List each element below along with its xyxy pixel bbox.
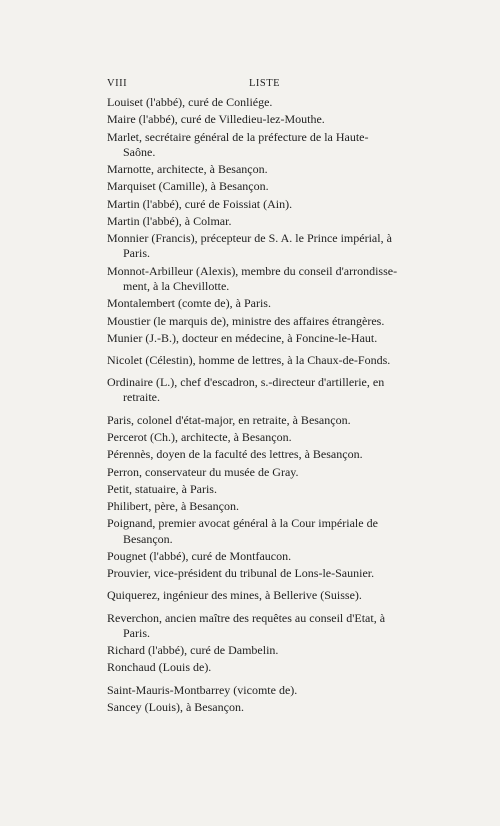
entry-text: Poignand, premier avocat général à la Cour impériale de bbox=[107, 516, 378, 531]
entry-text: Martin (l'abbé), à Colmar. bbox=[107, 213, 232, 228]
list-item bbox=[107, 643, 423, 658]
entry-text: Ordinaire (L.), chef d'escadron, s.-directeur d'artillerie, en bbox=[107, 375, 385, 390]
list-item bbox=[107, 112, 423, 127]
entry-text: Montalembert (comte de), à Paris. bbox=[107, 296, 271, 311]
entry-continuation: retraite. bbox=[123, 390, 160, 405]
entry-text: Prouvier, vice-président du tribunal de Lons-le-Saunier. bbox=[107, 566, 375, 581]
list-item bbox=[107, 95, 423, 110]
entry-text: Marnotte, architecte, à Besançon. bbox=[107, 162, 268, 177]
entry-continuation: Besançon. bbox=[123, 531, 173, 546]
list-item bbox=[107, 447, 423, 462]
entry-text: Richard (l'abbé), curé de Dambelin. bbox=[107, 643, 279, 658]
page-number: VIII bbox=[107, 78, 128, 89]
entry-text: Quiquerez, ingénieur des mines, à Bellerive (Suisse). bbox=[107, 588, 362, 603]
list-item bbox=[107, 296, 423, 311]
entry-text: Munier (J.-B.), docteur en médecine, à Foncine-le-Haut. bbox=[107, 330, 378, 345]
entry-text: Sancey (Louis), à Besançon. bbox=[107, 699, 244, 714]
entry-text: Pougnet (l'abbé), curé de Montfaucon. bbox=[107, 548, 292, 563]
page-header bbox=[107, 78, 419, 92]
list-item bbox=[107, 430, 423, 445]
list-item bbox=[107, 179, 423, 194]
running-title: LISTE bbox=[249, 78, 281, 89]
entry-text: Nicolet (Célestin), homme de lettres, à la Chaux-de-Fonds. bbox=[107, 353, 391, 368]
list-item bbox=[107, 375, 423, 405]
entry-text: Ronchaud (Louis de). bbox=[107, 660, 212, 675]
list-item bbox=[107, 683, 423, 698]
list-item bbox=[107, 700, 423, 715]
list-item bbox=[107, 413, 423, 428]
entry-text: Percerot (Ch.), architecte, à Besançon. bbox=[107, 429, 292, 444]
entry-text: Marquiset (Camille), à Besançon. bbox=[107, 179, 269, 194]
entry-text: Perron, conservateur du musée de Gray. bbox=[107, 464, 299, 479]
list-item bbox=[107, 331, 423, 346]
list-item bbox=[107, 162, 423, 177]
entry-text: Maire (l'abbé), curé de Villedieu-lez-Mouthe. bbox=[107, 112, 325, 127]
entry-text: Marlet, secrétaire général de la préfecture de la Haute- bbox=[107, 129, 369, 144]
entry-text: Martin (l'abbé), curé de Foissiat (Ain). bbox=[107, 196, 293, 211]
list-item bbox=[107, 611, 423, 641]
list-item bbox=[107, 197, 423, 212]
entry-text: Saint-Mauris-Montbarrey (vicomte de). bbox=[107, 682, 298, 697]
entry-text: Monnot-Arbilleur (Alexis), membre du conseil d'arrondisse- bbox=[107, 263, 398, 278]
list-item bbox=[107, 549, 423, 564]
list-item bbox=[107, 353, 423, 368]
entry-text: Petit, statuaire, à Paris. bbox=[107, 481, 217, 496]
member-list bbox=[107, 95, 423, 717]
entry-text: Louiset (l'abbé), curé de Conliége. bbox=[107, 95, 273, 109]
list-item bbox=[107, 231, 423, 261]
list-item bbox=[107, 130, 423, 160]
list-item bbox=[107, 214, 423, 229]
entry-text: Philibert, père, à Besançon. bbox=[107, 499, 239, 514]
entry-text: Monnier (Francis), précepteur de S. A. le Prince impérial, à bbox=[107, 231, 392, 246]
list-item bbox=[107, 660, 423, 675]
entry-text: Pérennès, doyen de la faculté des lettres, à Besançon. bbox=[107, 447, 363, 462]
list-item bbox=[107, 588, 423, 603]
entry-continuation: Saône. bbox=[123, 144, 156, 159]
list-item bbox=[107, 465, 423, 480]
entry-continuation: ment, à la Chevillotte. bbox=[123, 278, 230, 293]
list-item bbox=[107, 314, 423, 329]
entry-text: Paris, colonel d'état-major, en retraite, à Besançon. bbox=[107, 412, 351, 427]
list-item bbox=[107, 516, 423, 546]
list-item bbox=[107, 566, 423, 581]
list-item bbox=[107, 499, 423, 514]
entry-continuation: Paris. bbox=[123, 625, 150, 640]
entry-text: Moustier (le marquis de), ministre des affaires étrangères. bbox=[107, 313, 385, 328]
entry-text: Reverchon, ancien maître des requêtes au conseil d'Etat, à bbox=[107, 610, 386, 625]
list-item bbox=[107, 264, 423, 294]
entry-continuation: Paris. bbox=[123, 246, 150, 261]
list-item bbox=[107, 482, 423, 497]
